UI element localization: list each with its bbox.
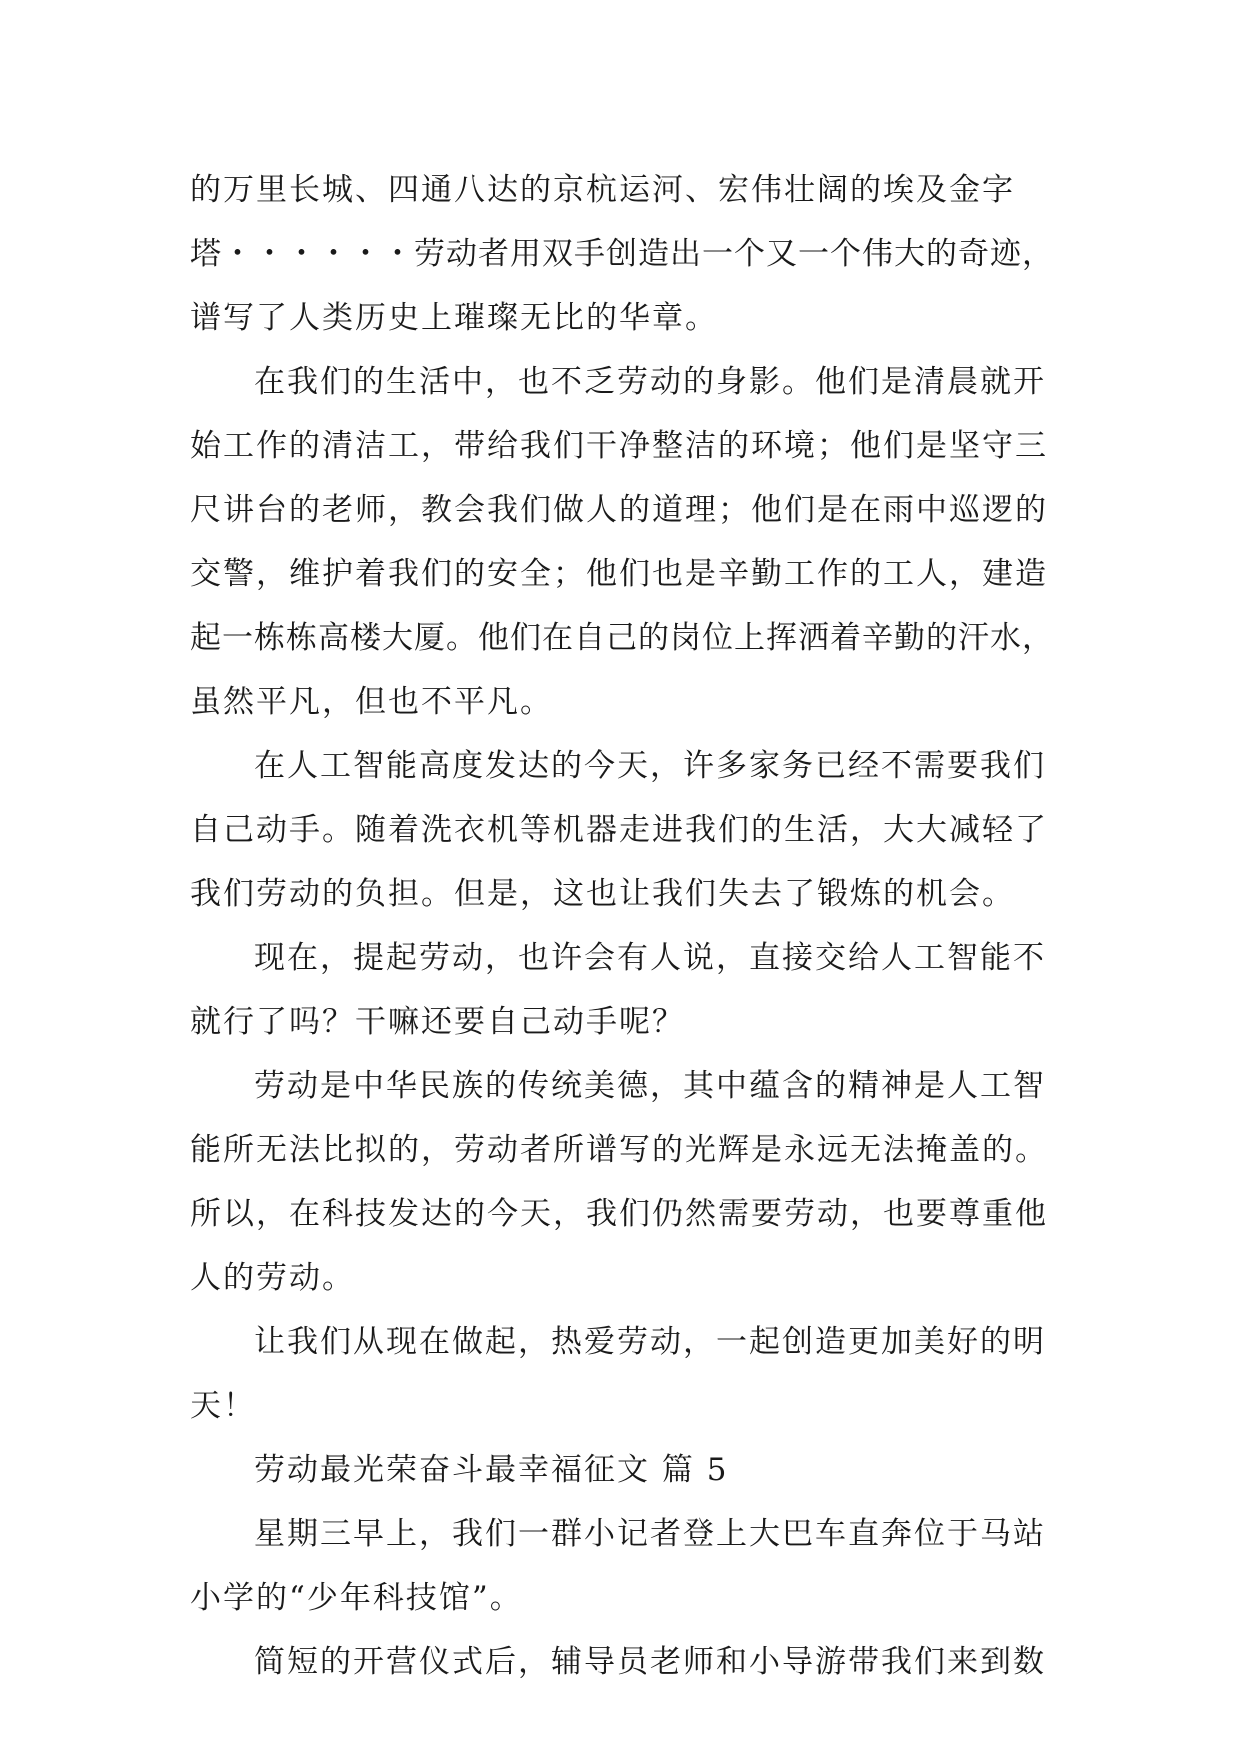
text-line: 人的劳动。	[190, 1260, 355, 1296]
text-line: 在我们的生活中，也不乏劳动的身影。他们是清晨就开	[254, 364, 1046, 400]
text-line: 就行了吗？干嘛还要自己动手呢？	[190, 1004, 685, 1040]
text-line: 起一栋栋高楼大厦。他们在自己的岗位上挥洒着辛勤的汗水，	[190, 620, 1054, 656]
text-line: 虽然平凡，但也不平凡。	[190, 684, 553, 720]
text-line: 所以，在科技发达的今天，我们仍然需要劳动，也要尊重他	[190, 1196, 1048, 1232]
text-line: 谱写了人类历史上璀璨无比的华章。	[190, 300, 718, 336]
text-line: 我们劳动的负担。但是，这也让我们失去了锻炼的机会。	[190, 876, 1015, 912]
document-body	[190, 158, 1060, 1694]
text-line: 星期三早上，我们一群小记者登上大巴车直奔位于马站	[254, 1516, 1046, 1552]
text-line: 能所无法比拟的，劳动者所谱写的光辉是永远无法掩盖的。	[190, 1132, 1048, 1168]
text-line: 尺讲台的老师，教会我们做人的道理；他们是在雨中巡逻的	[190, 492, 1048, 528]
text-line: 始工作的清洁工，带给我们干净整洁的环境；他们是坚守三	[190, 428, 1048, 464]
text-line: 自己动手。随着洗衣机等机器走进我们的生活，大大减轻了	[190, 812, 1048, 848]
text-line: 在人工智能高度发达的今天，许多家务已经不需要我们	[254, 748, 1046, 784]
text-line: 简短的开营仪式后，辅导员老师和小导游带我们来到数	[254, 1644, 1046, 1680]
text-line: 交警，维护着我们的安全；他们也是辛勤工作的工人，建造	[190, 556, 1048, 592]
text-line: 劳动最光荣奋斗最幸福征文 篇 5	[254, 1452, 729, 1488]
text-line: 天！	[190, 1388, 256, 1424]
text-line: 现在，提起劳动，也许会有人说，直接交给人工智能不	[254, 940, 1046, 976]
text-line: 让我们从现在做起，热爱劳动，一起创造更加美好的明	[254, 1324, 1046, 1360]
text-line: 塔・・・・・・劳动者用双手创造出一个又一个伟大的奇迹，	[190, 236, 1054, 272]
text-line: 的万里长城、四通八达的京杭运河、宏伟壮阔的埃及金字	[190, 172, 1015, 208]
text-line: 劳动是中华民族的传统美德，其中蕴含的精神是人工智	[254, 1068, 1046, 1104]
text-line: 小学的“少年科技馆”。	[190, 1580, 523, 1616]
